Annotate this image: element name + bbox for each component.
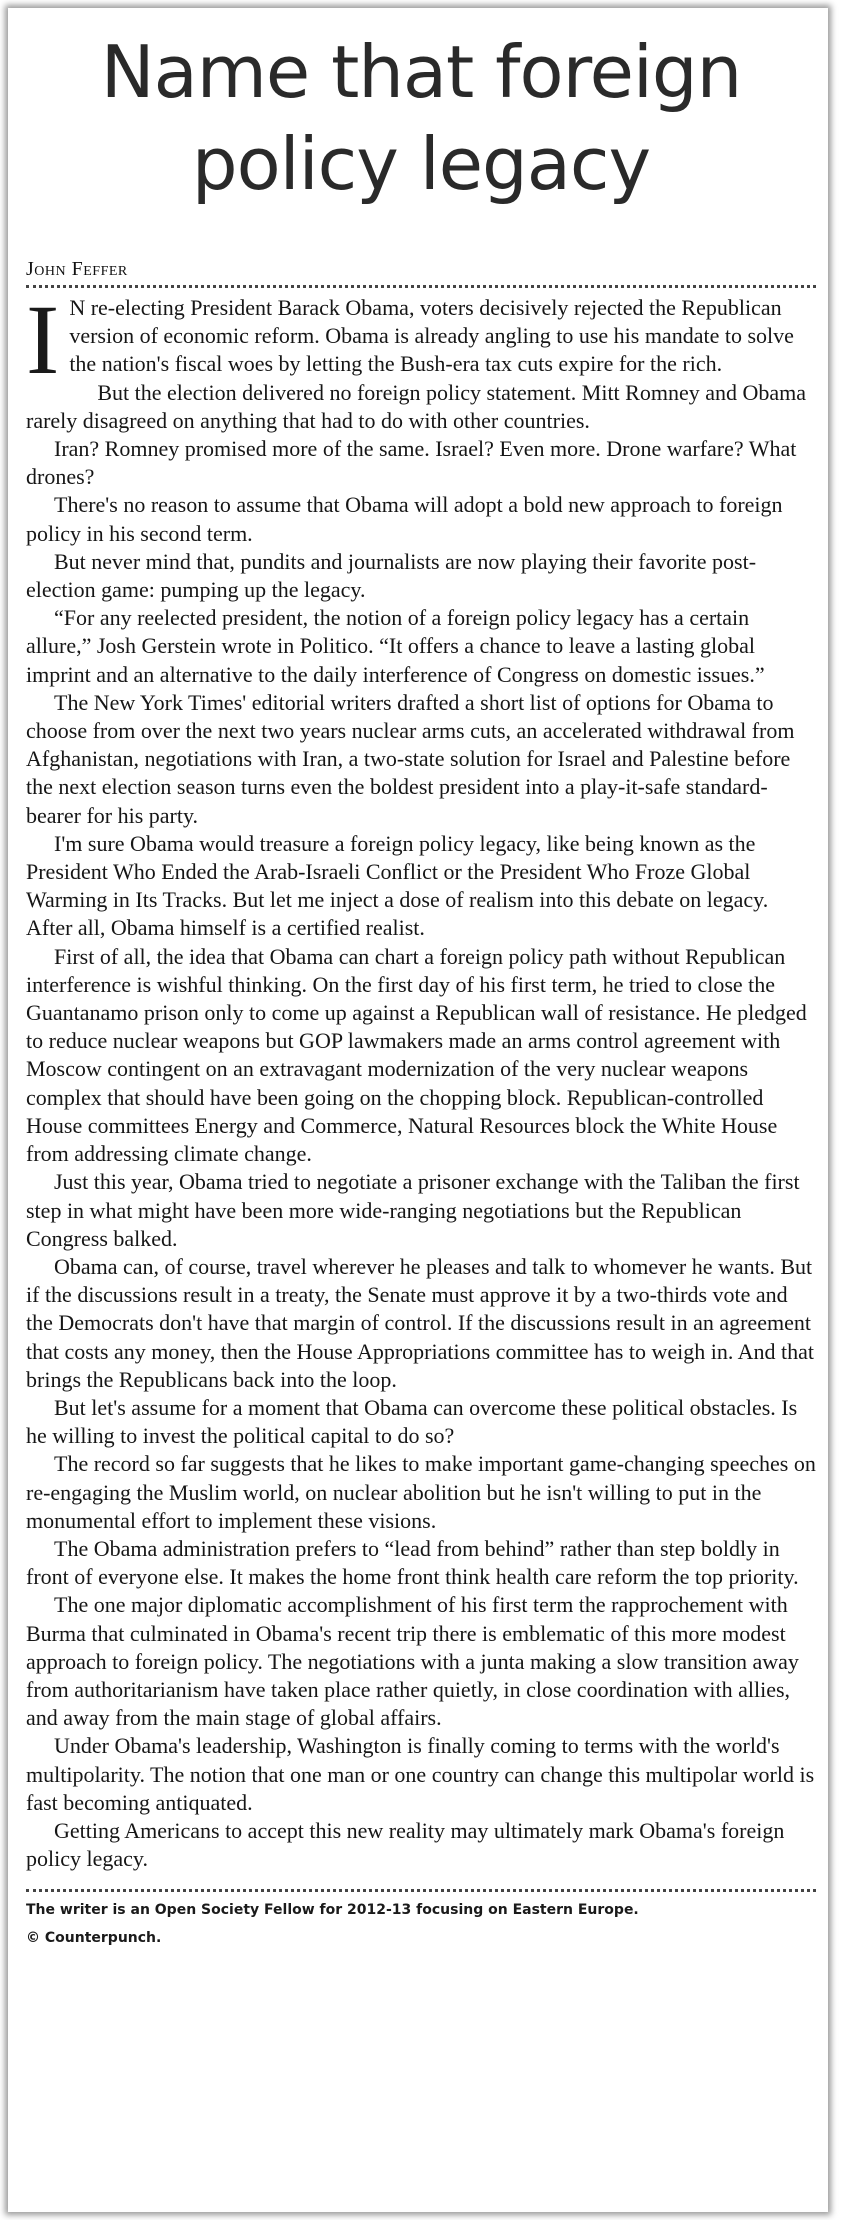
source-credit: © Counterpunch. [26,1930,162,1947]
article-paragraph: Obama can, of course, travel wherever he pleases and talk to whomever he wants. But if the discussions result in a treaty, the Senate must approve it by a two-thirds vote and the Democrats don't have that margin of control. If the discussions result in an agreement that costs any money, then the House Appropriations committee has to weigh in. And that brings the Republicans back into the loop. [26,1253,814,1392]
article-paragraph: There's no reason to assume that Obama will adopt a bold new approach to foreign policy in his second term. [26,492,783,546]
article-paragraph: Under Obama's leadership, Washington is finally coming to terms with the world's multipolarity. The notion that one man or one country can change this multipolar world is fast becoming antiquated. [26,1733,815,1815]
drop-cap: I [26,284,60,395]
article-paragraph: First of all, the idea that Obama can chart a foreign policy path without Republican interference is wishful thinking. On the first day of his first term, he tried to close the Guantanamo prison only to come up against a Republican wall of resistance. He pledged to reduce nuclear weapons but GOP lawmakers made an arms control agreement with Moscow contingent on an extravagant modernization of the very nuclear weapons complex that should have been going on the chopping block. Republican-controlled House committees Energy and Commerce, Natural Resources block the White House from addressing climate change. [26,943,807,1167]
author-note: The writer is an Open Society Fellow for 2012-13 focusing on Eastern Europe. [26,1902,639,1919]
article-paragraph: “For any reelected president, the notion of a foreign policy legacy has a certain allure,” Josh Gerstein wrote in Politico. “It offers a chance to leave a lasting global imprint and an alternative to the daily interference of Congress on domestic issues.” [26,605,765,687]
article-paragraph: The Obama administration prefers to “lead from behind” rather than step boldly in front of everyone else. It makes the home front think health care reform the top priority. [26,1535,799,1590]
footer-divider [26,1889,816,1892]
article-paragraph: But never mind that, pundits and journalists are now playing their favorite post-election game: pumping up the legacy. [26,548,757,603]
byline: John Feffer [26,258,816,288]
headline: Name that foreign policy legacy [100,30,742,206]
article-paragraph: Iran? Romney promised more of the same. Israel? Even more. Drone warfare? What drones? [26,436,797,490]
article-paragraph: The New York Times' editorial writers drafted a short list of options for Obama to choose from over the next two years nuclear arms cuts, an accelerated withdrawal from Afghanistan, negotiations with Iran, a two-state solution for Israel and Palestine before the next election season turns even the boldest president into a play-it-safe standard-bearer for his party. [26,689,795,828]
article-paragraph: Just this year, Obama tried to negotiate a prisoner exchange with the Taliban the first step in what might have been more wide-ranging negotiations but the Republican Congress balked. [26,1169,800,1251]
article-content [26,26,816,1948]
article-paragraph: I'm sure Obama would treasure a foreign policy legacy, like being known as the President Who Ended the Arab-Israeli Conflict or the President Who Froze Global Warming in Its Tracks. But let me inject a dose of realism into this debate on legacy. After all, Obama himself is a certified realist. [26,830,769,941]
article-paragraph: But let's assume for a moment that Obama can overcome these political obstacles. Is he willing to invest the political capital to do so? [26,1394,798,1449]
article-paragraph: I N re-electing President Barack Obama, voters decisively rejected the Republican version of economic reform. Obama is already angling to use his mandate to solve the nation's fiscal woes by letting the Bush-era tax cuts expire for the rich. [26,284,794,395]
newspaper-clipping [8,8,828,2212]
article-body [26,284,816,1873]
article-paragraph: Getting Americans to accept this new reality may ultimately mark Obama's foreign policy legacy. [26,1817,785,1872]
article-paragraph: The one major diplomatic accomplishment of his first term the rapprochement with Burma that culminated in Obama's recent trip there is emblematic of this more modest approach to foreign policy. The negotiations with a junta making a slow transition away from authoritarianism have taken place rather quietly, in close coordination with allies, and away from the main stage of global affairs. [26,1592,799,1731]
article-paragraph: But the election delivered no foreign policy statement. Mitt Romney and Obama rarely disagreed on anything that had to do with other countries. [26,379,807,433]
article-paragraph: The record so far suggests that he likes to make important game-changing speeches on re-engaging the Muslim world, on nuclear abolition but he isn't willing to put in the monumental effort to implement these visions. [26,1451,816,1533]
